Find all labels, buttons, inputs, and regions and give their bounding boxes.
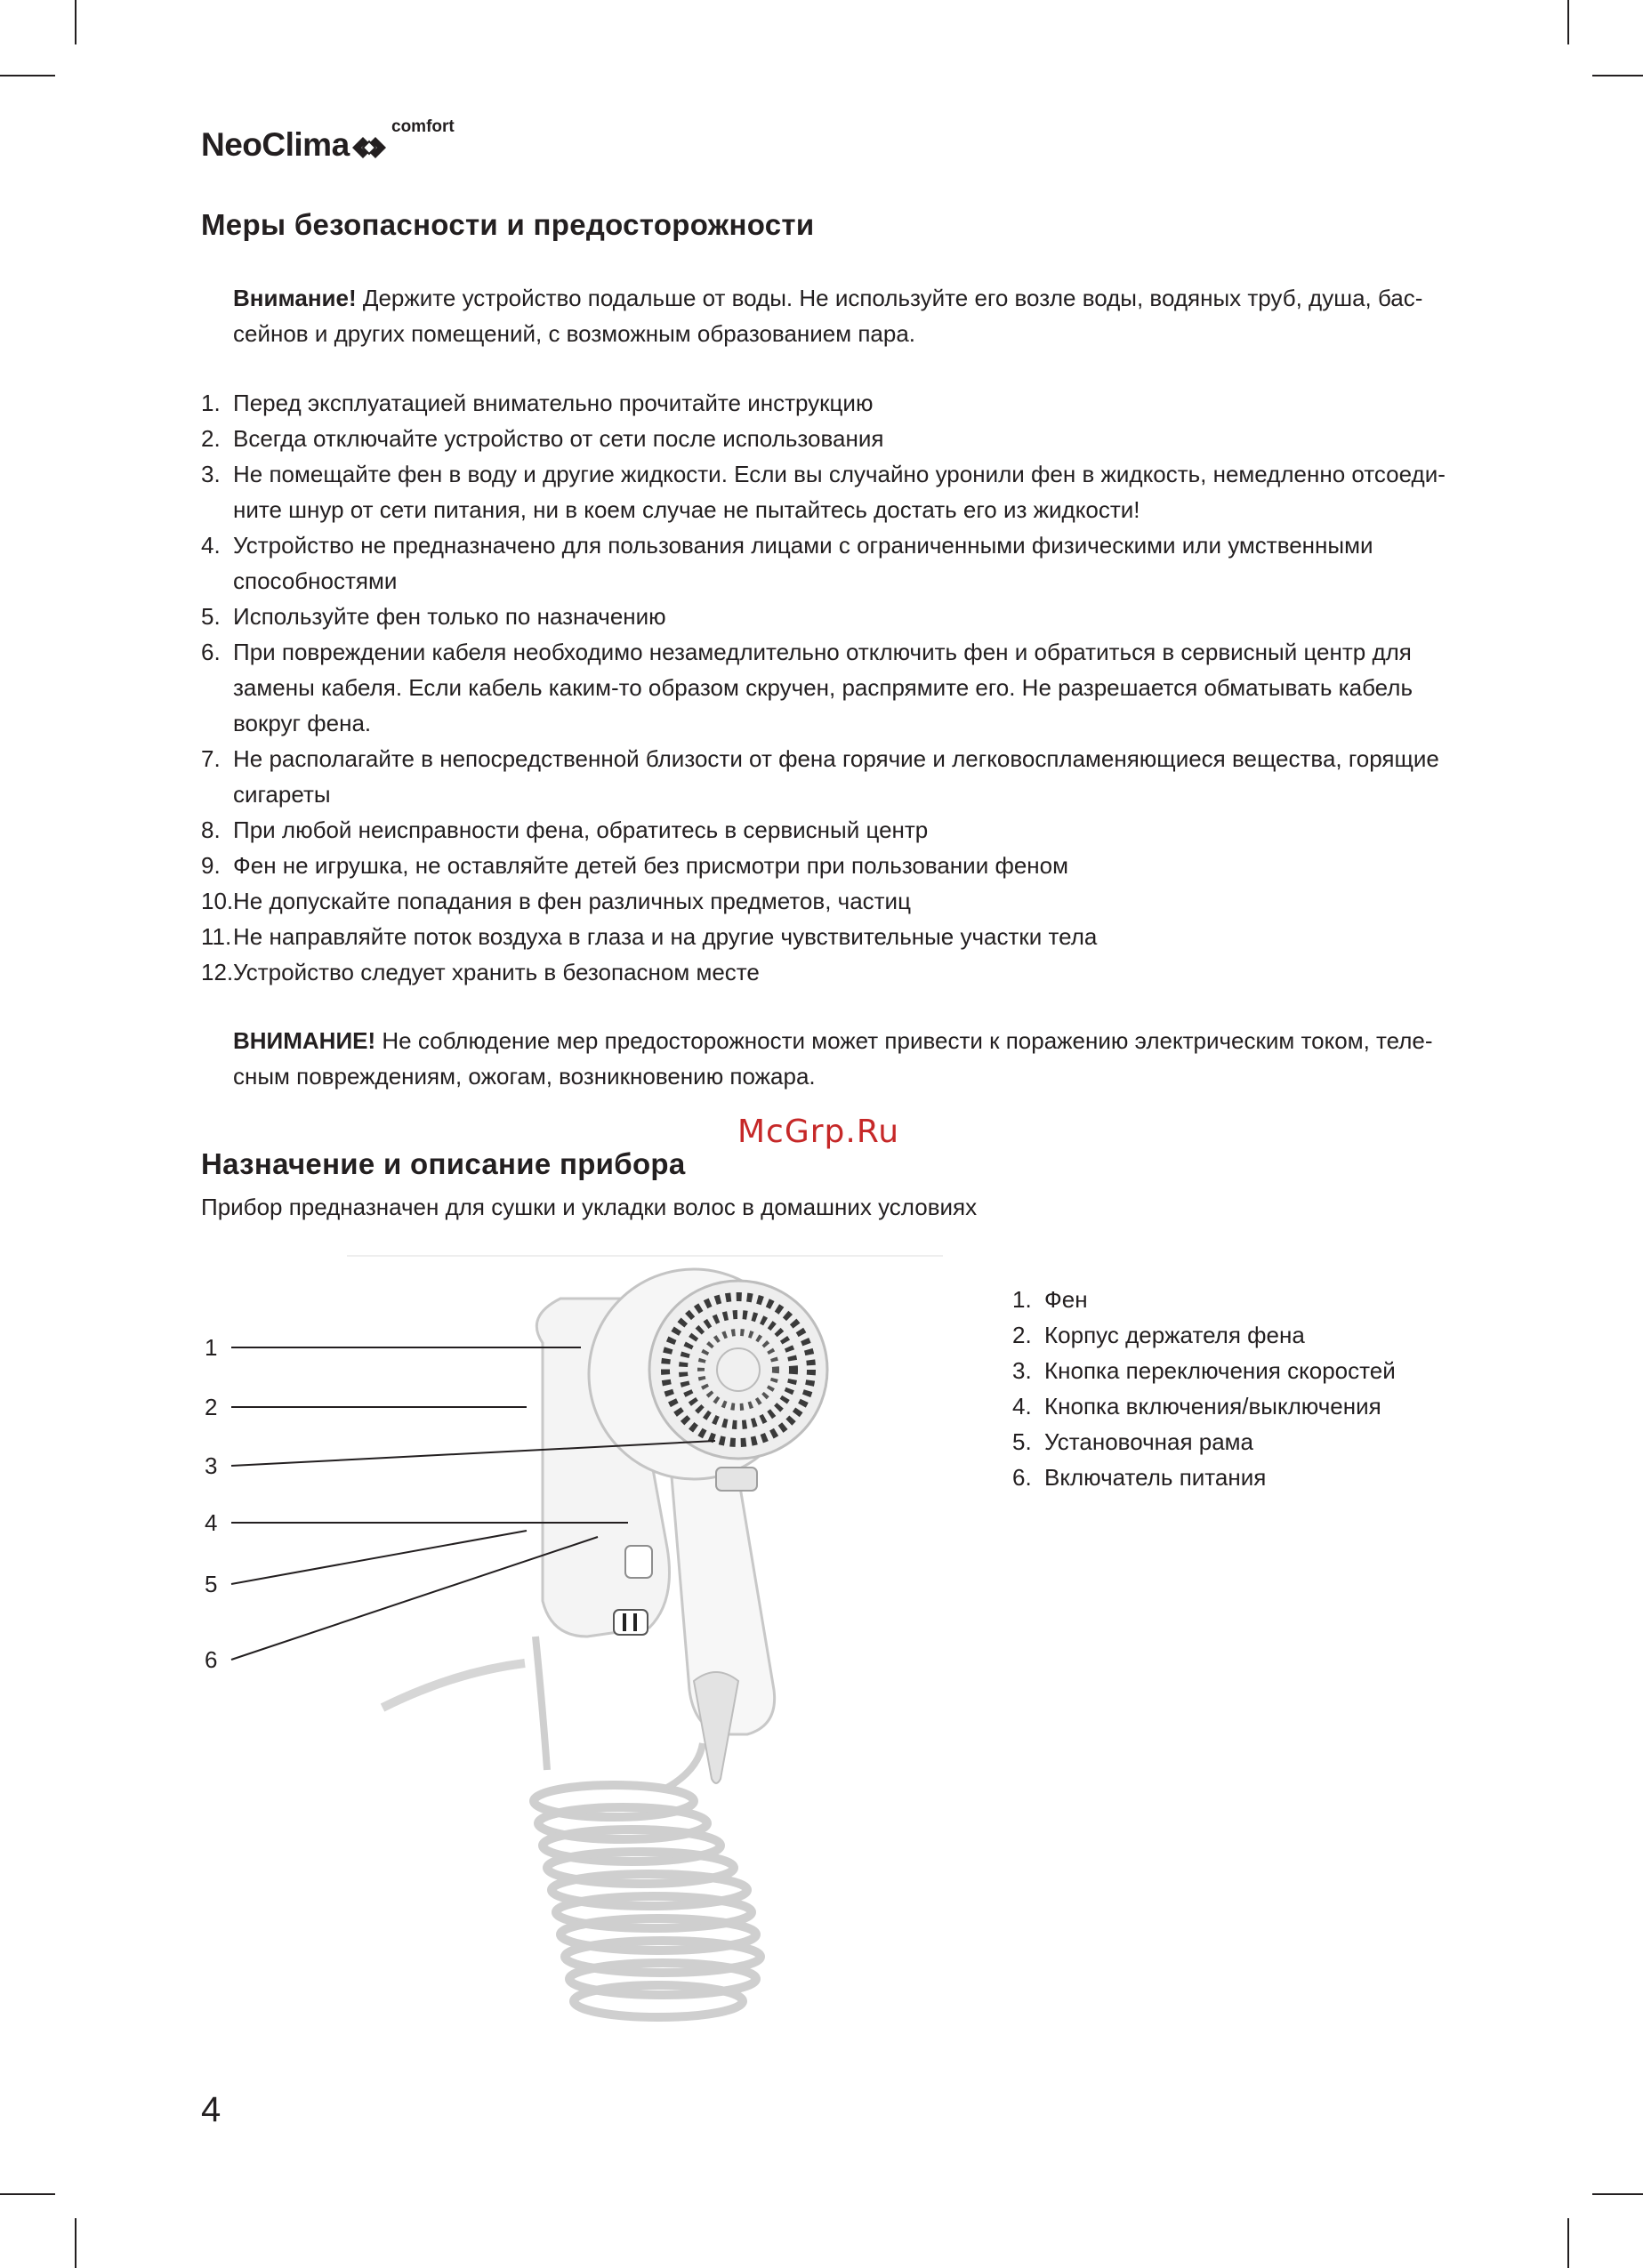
caution-note <box>233 1023 1456 1094</box>
crop-mark <box>0 2193 55 2195</box>
watermark: McGrp.Ru <box>737 1114 900 1150</box>
list-item <box>201 919 1473 954</box>
caution-label: ВНИМАНИЕ! <box>233 1027 376 1054</box>
list-item <box>1012 1353 1396 1388</box>
list-item <box>201 385 1473 421</box>
crop-mark <box>0 75 55 76</box>
list-item <box>1012 1282 1396 1317</box>
list-item-text: Фен <box>1044 1286 1088 1313</box>
list-item <box>201 634 1473 741</box>
list-item-number: 8. <box>201 816 221 843</box>
list-item-number: 5. <box>201 603 221 630</box>
list-item-text: Используйте фен только по назначению <box>233 603 666 630</box>
list-item-text: Кнопка переключения скоростей <box>1044 1357 1396 1384</box>
safety-rules-list <box>201 385 1473 990</box>
list-item <box>201 421 1473 456</box>
crop-mark <box>75 2218 77 2268</box>
list-item-number: 9. <box>201 852 221 879</box>
list-item-number: 11. <box>201 923 232 950</box>
warning-text: Держите устройство подальше от воды. Не используйте его возле воды, водяных труб, душа, бас-сейнов и других помещений, с возможным образованием пара. <box>233 285 1423 347</box>
list-item-number: 1. <box>1012 1286 1032 1313</box>
list-item-number: 4. <box>201 532 221 559</box>
description-section-title: Назначение и описание прибора <box>201 1147 686 1180</box>
crop-mark <box>1567 0 1569 44</box>
list-item <box>1012 1388 1396 1424</box>
list-item-number: 12. <box>201 959 234 985</box>
figure-label-5: 5 <box>205 1571 218 1597</box>
list-item-number: 2. <box>1012 1322 1032 1348</box>
brand-diamond-icon <box>349 133 390 162</box>
caution-text: Не соблюдение мер предосторожности может привести к поражению электрическим током, теле-сным повреждениям, ожогам, возникновению пожара. <box>233 1027 1433 1090</box>
list-item <box>1012 1424 1396 1460</box>
list-item-number: 10. <box>201 888 234 914</box>
list-item-text: Фен не игрушка, не оставляйте детей без присмотри при пользовании феном <box>233 852 1068 879</box>
list-item <box>201 954 1473 990</box>
list-item-number: 6. <box>1012 1464 1032 1491</box>
water-warning <box>233 280 1456 351</box>
list-item-number: 3. <box>201 461 221 487</box>
crop-mark <box>75 0 77 44</box>
warning-label: Внимание! <box>233 285 357 311</box>
page-number: 4 <box>201 2090 221 2129</box>
figure-label-4: 4 <box>205 1509 218 1536</box>
parts-list <box>1012 1282 1396 1495</box>
list-item-text: Установочная рама <box>1044 1428 1254 1455</box>
list-item <box>201 527 1473 599</box>
list-item-number: 6. <box>201 639 221 665</box>
list-item-number: 2. <box>201 425 221 452</box>
figure-label-1: 1 <box>205 1334 218 1361</box>
list-item-number: 1. <box>201 390 221 416</box>
list-item-text: Перед эксплуатацией внимательно прочитайте инструкцию <box>233 390 874 416</box>
list-item-text: Всегда отключайте устройство от сети после использования <box>233 425 884 452</box>
list-item-number: 4. <box>1012 1393 1032 1420</box>
brand-name: NeoClima <box>201 126 350 163</box>
list-item-text: Не направляйте поток воздуха в глаза и на другие чувствительные участки тела <box>233 923 1098 950</box>
list-item-text: Не располагайте в непосредственной близости от фена горячие и легковоспламеняющиеся вещества, горящие сигареты <box>233 745 1439 808</box>
safety-section-title: Меры безопасности и предосторожности <box>201 208 815 241</box>
brand-suffix: comfort <box>391 117 455 136</box>
crop-mark <box>1567 2218 1569 2268</box>
list-item-number: 7. <box>201 745 221 772</box>
list-item-text: При любой неисправности фена, обратитесь в сервисный центр <box>233 816 929 843</box>
crop-mark <box>1592 75 1643 76</box>
list-item-text: Корпус держателя фена <box>1044 1322 1305 1348</box>
list-item <box>201 848 1473 883</box>
list-item-text: Не допускайте попадания в фен различных предметов, частиц <box>233 888 911 914</box>
list-item <box>201 883 1473 919</box>
list-item-text: Устройство не предназначено для пользования лицами с ограниченными физическими или умственными способностями <box>233 532 1373 594</box>
hair-dryer-illustration <box>205 1245 961 2081</box>
list-item <box>201 599 1473 634</box>
crop-mark <box>1592 2193 1643 2195</box>
list-item-text: Включатель питания <box>1044 1464 1267 1491</box>
description-subtitle: Прибор предназначен для сушки и укладки волос в домашних условиях <box>201 1194 978 1220</box>
list-item-text: Не помещайте фен в воду и другие жидкости. Если вы случайно уронили фен в жидкость, немедленно отсоеди-ните шнур от сети питания, ни в коем случае не пытайтесь достать его из жидкости! <box>233 461 1446 523</box>
list-item <box>201 741 1473 812</box>
list-item-number: 3. <box>1012 1357 1032 1384</box>
list-item <box>1012 1460 1396 1495</box>
figure-label-3: 3 <box>205 1452 218 1479</box>
figure-label-6: 6 <box>205 1646 218 1673</box>
list-item <box>201 456 1473 527</box>
list-item <box>1012 1317 1396 1353</box>
list-item-text: При повреждении кабеля необходимо незамедлительно отключить фен и обратиться в сервисный центр для замены кабеля. Если кабель каким-то образом скручен, распрямите его. Не разрешается обматывать кабель вокруг фена. <box>233 639 1413 736</box>
figure-label-2: 2 <box>205 1394 218 1420</box>
hair-dryer-figure <box>205 1245 961 2081</box>
list-item-text: Кнопка включения/выключения <box>1044 1393 1381 1420</box>
list-item <box>201 812 1473 848</box>
list-item-number: 5. <box>1012 1428 1032 1455</box>
list-item-text: Устройство следует хранить в безопасном месте <box>233 959 760 985</box>
